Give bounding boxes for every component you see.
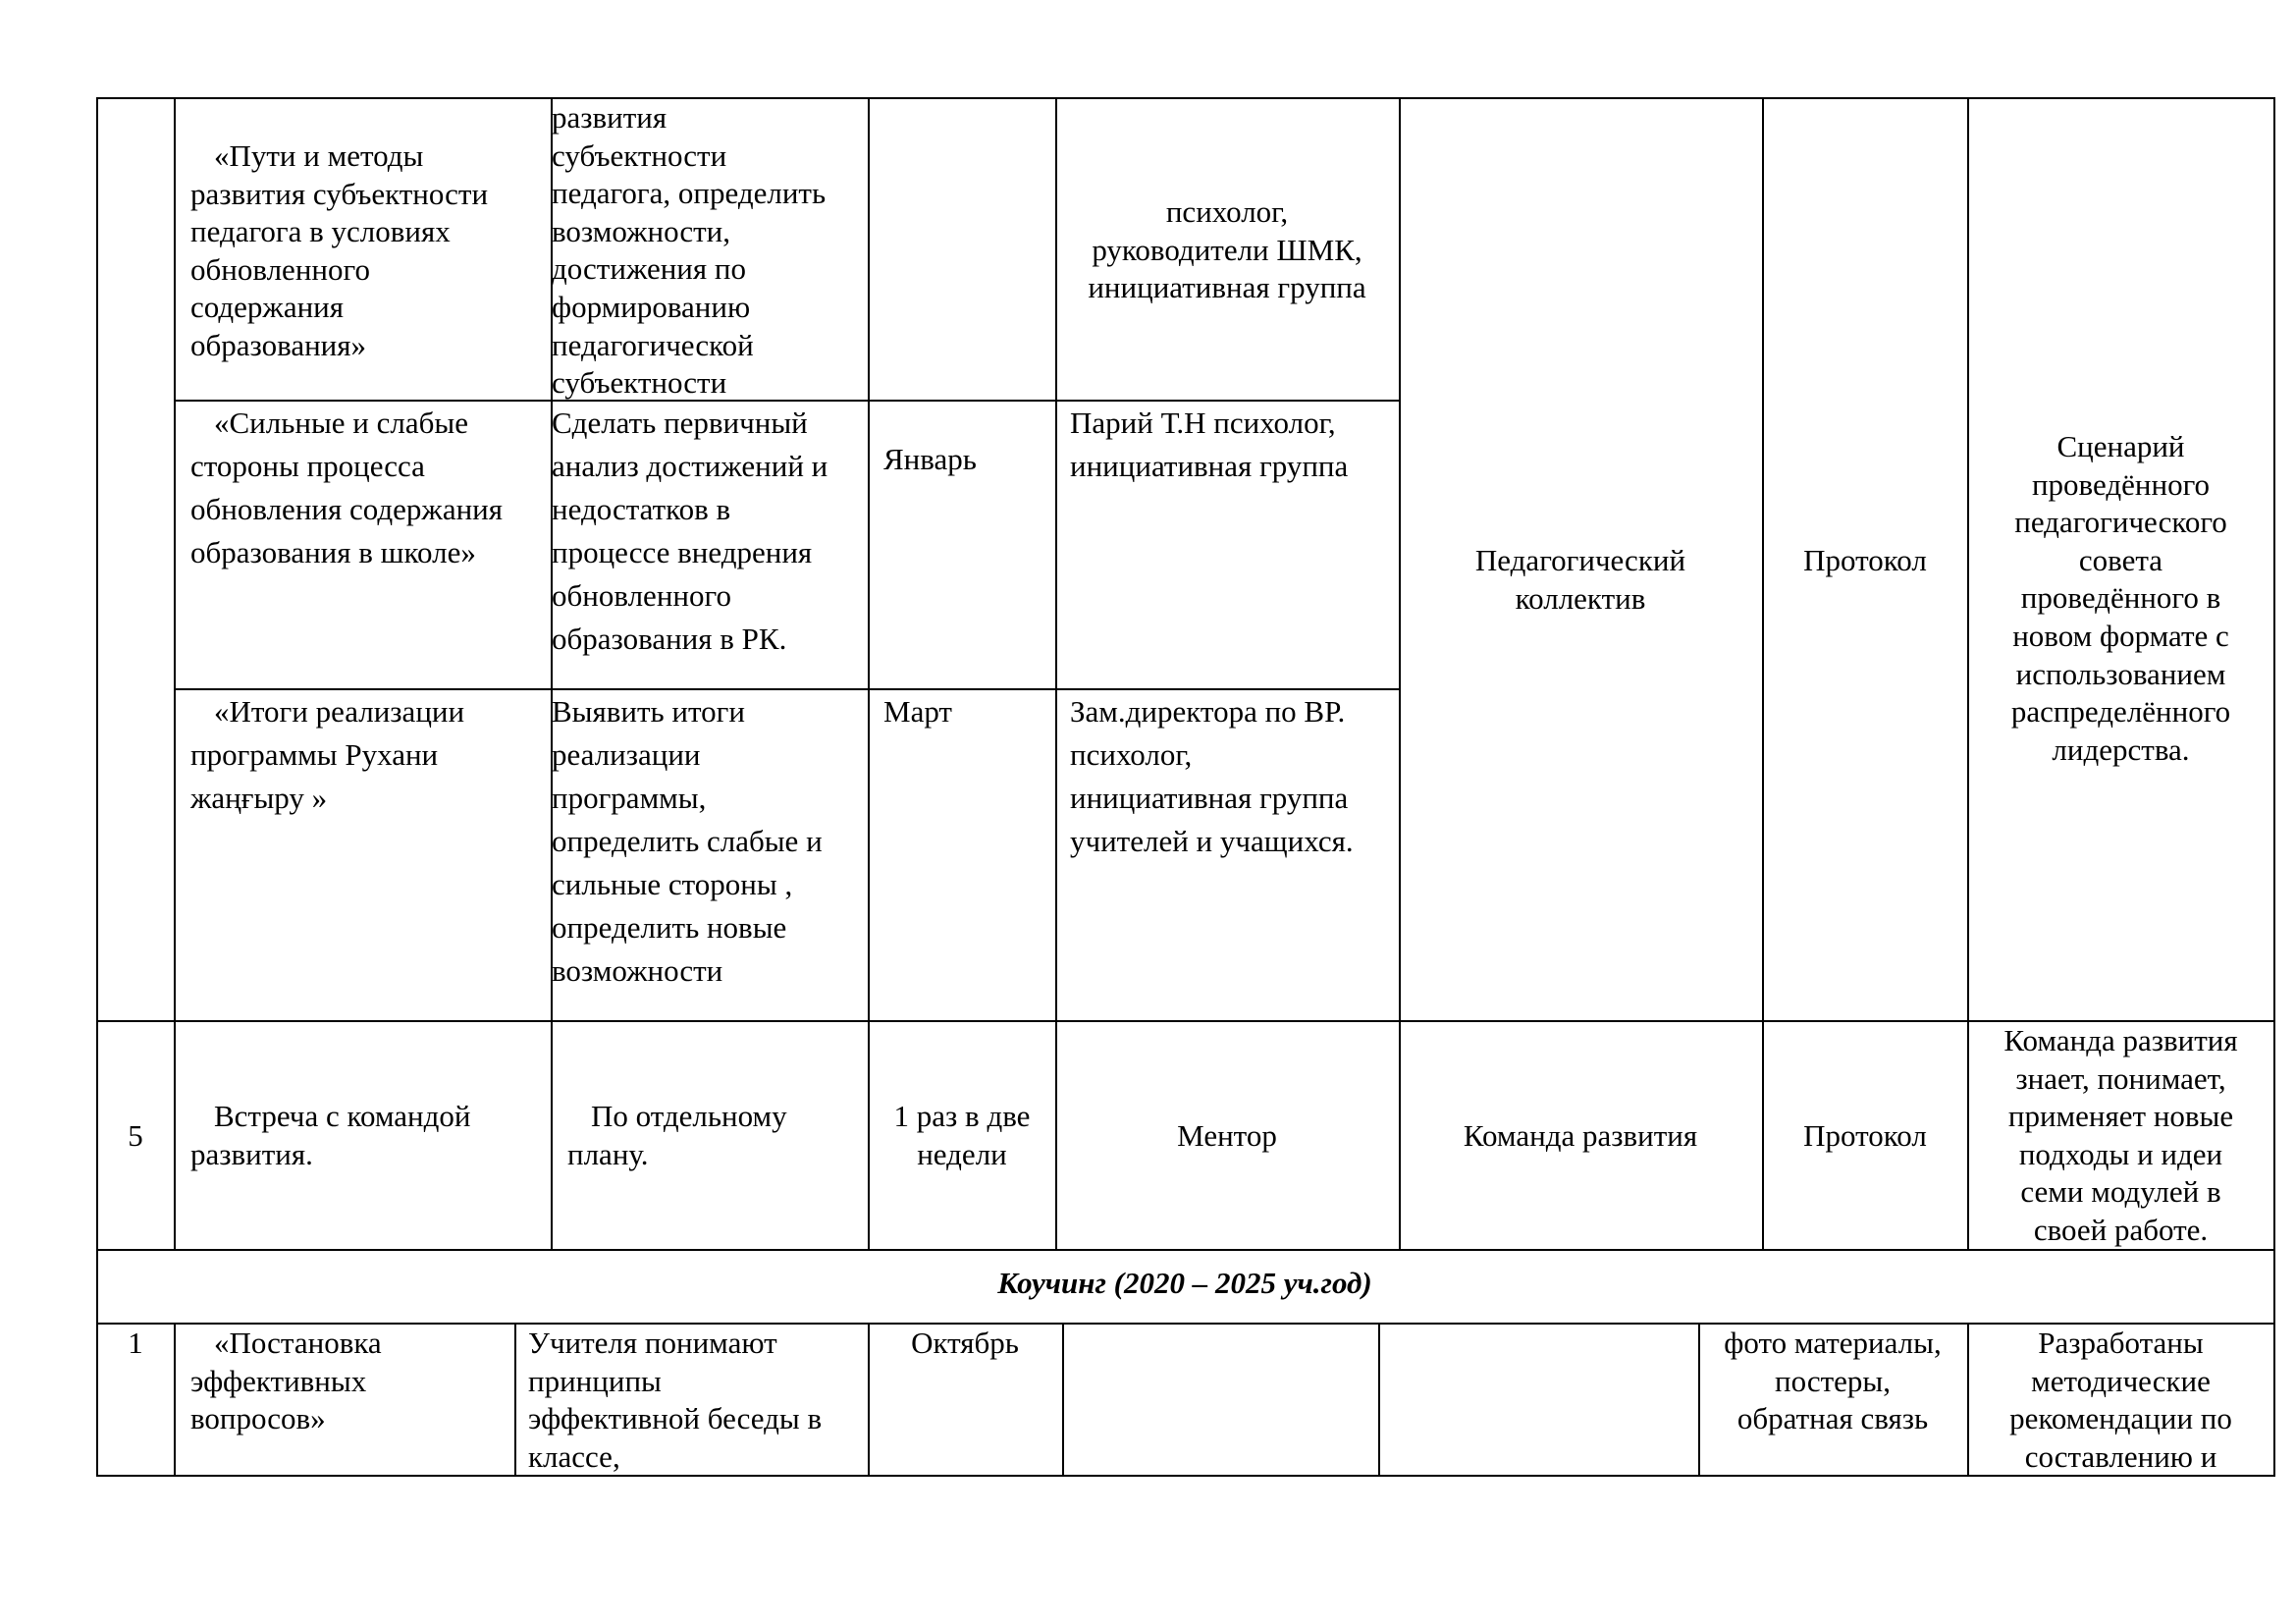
coaching-row-topic: «Постановка эффективных вопросов» bbox=[190, 1326, 382, 1436]
row5-result: Команда развития знает, понимает, применяет новые подходы и идеи семи модулей в своей работе. bbox=[2003, 1023, 2238, 1247]
section-title: Коучинг (2020 – 2025 уч.год) bbox=[997, 1266, 1372, 1300]
merged-audience: Педагогический коллектив bbox=[1474, 543, 1686, 616]
row5-number: 5 bbox=[128, 1118, 143, 1153]
row-goal: Выявить итоги реализации программы, определить слабые и сильные стороны , определить новые возможности bbox=[552, 694, 823, 988]
row-goal: Сделать первичный анализ достижений и недостатков в процессе внедрения обновленного образования в РК. bbox=[552, 406, 828, 656]
coaching-row-result: Разработаны методические рекомендации по составлению и bbox=[2009, 1326, 2232, 1474]
row5-form: Протокол bbox=[1803, 1118, 1927, 1153]
row-topic: «Пути и методы развития субъектности педагога в условиях обновленного содержания образования» bbox=[190, 138, 489, 362]
row5-date: 1 раз в две недели bbox=[893, 1099, 1031, 1171]
row-date: Март bbox=[883, 694, 952, 729]
row-date: Январь bbox=[883, 442, 977, 476]
row-responsible: Зам.директора по ВР. психолог, инициативная группа учителей и учащихся. bbox=[1070, 694, 1354, 858]
row5-audience: Команда развития bbox=[1463, 1118, 1698, 1153]
coaching-row-goal: Учителя понимают принципы эффективной беседы в классе, bbox=[528, 1326, 823, 1474]
row5-goal: По отдельному плану. bbox=[567, 1099, 787, 1171]
coaching-row-number: 1 bbox=[128, 1326, 143, 1360]
coaching-row-form: фото материалы, постеры, обратная связь bbox=[1724, 1326, 1942, 1436]
coaching-row-date: Октябрь bbox=[911, 1326, 1019, 1360]
merged-result: Сценарий проведённого педагогического совета проведённого в новом формате с использованием распределённого лидерства. bbox=[2010, 429, 2231, 767]
row-responsible: психолог, руководители ШМК, инициативная группа bbox=[1088, 194, 1366, 305]
row5-responsible: Ментор bbox=[1177, 1118, 1277, 1153]
row-responsible: Парий Т.Н психолог, инициативная группа bbox=[1070, 406, 1349, 483]
row5-topic: Встреча с командой развития. bbox=[190, 1099, 471, 1171]
merged-form: Протокол bbox=[1803, 543, 1927, 577]
row-goal: развития субъектности педагога, определить возможности, достижения по формированию педагогической субъектности bbox=[552, 100, 827, 401]
row-topic: «Итоги реализации программы Рухани жаңғыру » bbox=[190, 694, 465, 815]
row-topic: «Сильные и слабые стороны процесса обновления содержания образования в школе» bbox=[190, 406, 504, 569]
